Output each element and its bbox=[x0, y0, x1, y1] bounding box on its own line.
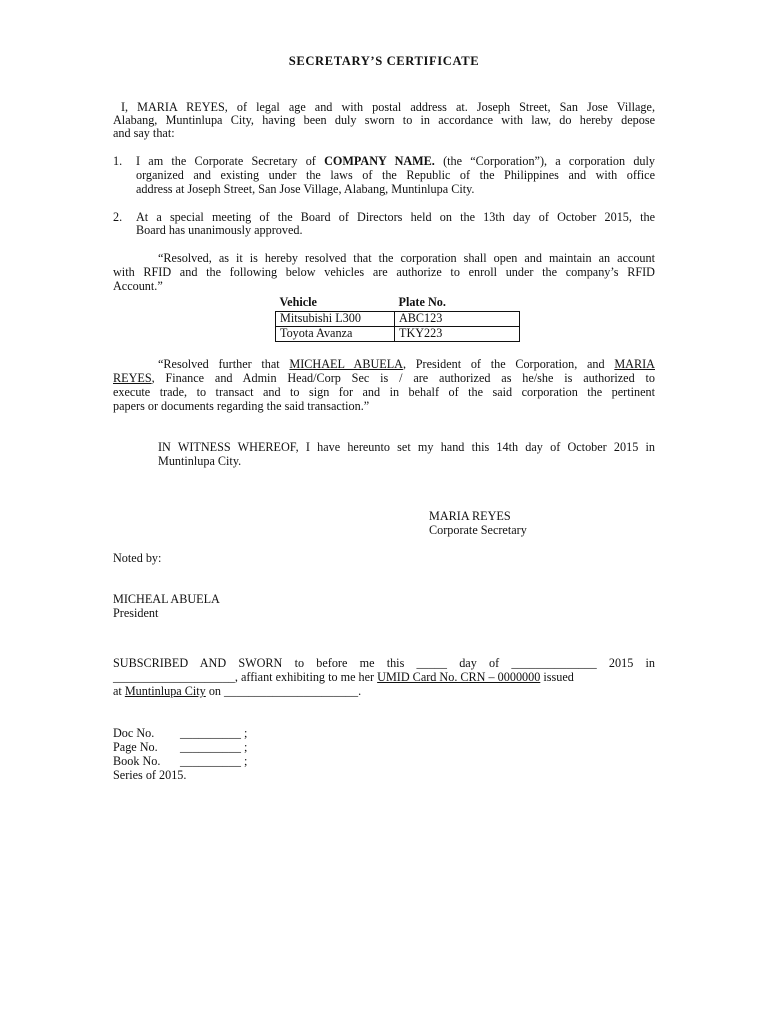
item-1-text-post: (the “Corporation”), a corporation duly bbox=[434, 154, 655, 168]
vehicle-cell: Toyota Avanza bbox=[276, 327, 395, 342]
signatory-name: MARIA REYES bbox=[429, 509, 511, 523]
resolved-1-text-2: with RFID and the following below vehicles are authorize to enroll under the company’s RFID bbox=[113, 265, 655, 279]
intro-text-2: Alabang, Muntinlupa City, having been duly sworn to in accordance with law, do hereby depose bbox=[113, 113, 655, 127]
intro-line-2 bbox=[113, 114, 655, 128]
witness-line-1 bbox=[158, 441, 655, 455]
item-1-number: 1. bbox=[113, 154, 123, 168]
doc-no-label: Doc No. bbox=[113, 726, 155, 740]
intro-line-3: and say that: bbox=[113, 126, 175, 140]
resolved-2-text-pre: “Resolved further that bbox=[158, 357, 290, 371]
resolved-2-line-1 bbox=[113, 358, 655, 372]
plate-cell: ABC123 bbox=[395, 312, 520, 327]
subscribed-text-2-pre: ____________________, affiant exhibiting to me her bbox=[113, 670, 378, 684]
resolved-2-line-3 bbox=[113, 386, 655, 400]
item-1-line-3: address at Joseph Street, San Jose Village, Alabang, Muntinlupa City. bbox=[136, 182, 475, 196]
resolved-1-line-2 bbox=[113, 266, 655, 280]
noted-by-label: Noted by: bbox=[113, 551, 162, 565]
president-name-underlined: MICHAEL ABUELA bbox=[289, 357, 403, 371]
table-row bbox=[276, 312, 520, 327]
resolved-1-text-1: “Resolved, as it is hereby resolved that the corporation shall open and maintain an account bbox=[158, 251, 655, 265]
header-vehicle: Vehicle bbox=[279, 295, 317, 310]
subscribed-line-2 bbox=[113, 671, 655, 685]
vehicle-table-header bbox=[276, 295, 520, 312]
subscribed-text-3-post: on ______________________. bbox=[205, 684, 362, 698]
series-label: Series of 2015. bbox=[113, 768, 187, 782]
book-no-label: Book No. bbox=[113, 754, 161, 768]
page-no-blank: __________ ; bbox=[180, 740, 248, 754]
umid-card-underlined: UMID Card No. CRN – 0000000 bbox=[377, 670, 541, 684]
witness-line-2: Muntinlupa City. bbox=[158, 454, 242, 468]
city-underlined: Muntinlupa City bbox=[124, 684, 206, 698]
subscribed-text-1: SUBSCRIBED AND SWORN to before me this _____ day of ______________ 2015 in bbox=[113, 656, 655, 670]
vehicle-cell: Mitsubishi L300 bbox=[276, 312, 395, 327]
witness-text-1: IN WITNESS WHEREOF, I have hereunto set my hand this 14th day of October 2015 in bbox=[158, 440, 655, 454]
book-no-blank: __________ ; bbox=[180, 754, 248, 768]
vehicle-table bbox=[275, 295, 520, 342]
item-1-text-2: organized and existing under the laws of the Republic of the Philippines and with office bbox=[136, 168, 655, 182]
signatory-title: Corporate Secretary bbox=[429, 523, 527, 537]
subscribed-line-1 bbox=[113, 657, 655, 671]
item-2-text-1: At a special meeting of the Board of Directors held on the 13th day of October 2015, the bbox=[136, 210, 655, 224]
subscribed-text-3-pre: at bbox=[113, 684, 125, 698]
item-2-line-2: Board has unanimously approved. bbox=[136, 223, 303, 237]
resolved-1-line-3: Account.” bbox=[113, 279, 163, 293]
resolved-2-line-4: papers or documents regarding the said transaction.” bbox=[113, 399, 370, 413]
plate-cell: TKY223 bbox=[395, 327, 520, 342]
intro-text-1: I, MARIA REYES, of legal age and with postal address at. Joseph Street, San Jose Village, bbox=[121, 100, 655, 114]
item-1-text-pre: I am the Corporate Secretary of bbox=[136, 154, 325, 168]
item-2-number: 2. bbox=[113, 210, 123, 224]
resolved-2-text-mid: , President of the Corporation, and bbox=[402, 357, 615, 371]
president-title: President bbox=[113, 606, 159, 620]
item-1-line-1 bbox=[136, 155, 655, 169]
document-title: SECRETARY’S CERTIFICATE bbox=[288, 54, 480, 68]
resolved-2-line-2 bbox=[113, 372, 655, 386]
secretary-last-name-underlined: REYES bbox=[113, 371, 152, 385]
resolved-2-text-2: , Finance and Admin Head/Corp Sec is / are authorized as he/she is authorized to bbox=[151, 371, 655, 385]
doc-no-blank: __________ ; bbox=[180, 726, 248, 740]
company-name: COMPANY NAME. bbox=[324, 154, 435, 168]
secretary-first-name-underlined: MARIA bbox=[614, 357, 655, 371]
page-no-label: Page No. bbox=[113, 740, 158, 754]
resolved-1-line-1 bbox=[113, 252, 655, 266]
resolved-2-text-3: execute trade, to transact and to sign for and in behalf of the said corporation the pertinent bbox=[113, 385, 655, 399]
table-row bbox=[276, 327, 520, 342]
subscribed-line-3 bbox=[113, 685, 361, 699]
president-name: MICHEAL ABUELA bbox=[113, 592, 220, 606]
header-plate-no: Plate No. bbox=[398, 295, 446, 310]
subscribed-text-2-post: issued bbox=[540, 670, 574, 684]
item-1-line-2 bbox=[136, 169, 655, 183]
